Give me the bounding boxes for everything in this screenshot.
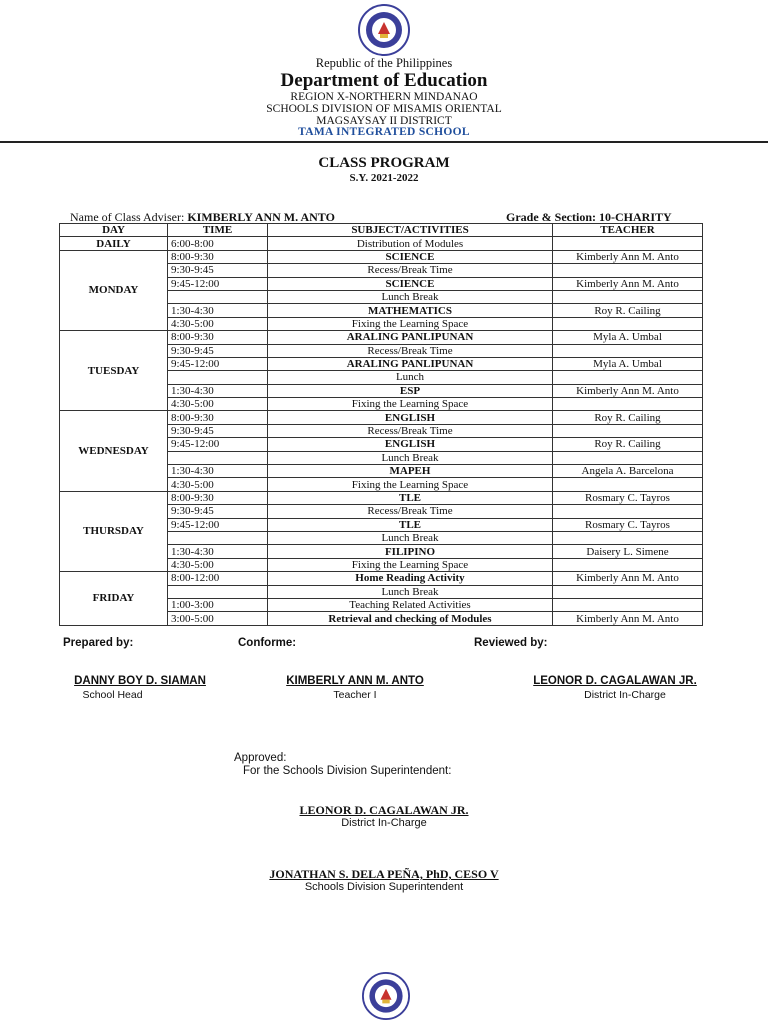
header-district: MAGSAYSAY II DISTRICT [316, 115, 452, 127]
day-cell: WEDNESDAY [60, 411, 168, 491]
header-divider [0, 141, 768, 143]
teacher-cell [553, 451, 703, 464]
column-header: SUBJECT/ACTIVITIES [268, 224, 553, 237]
grade-value: 10-CHARITY [598, 210, 672, 224]
time-cell [168, 371, 268, 384]
time-cell: 8:00-9:30 [168, 411, 268, 424]
teacher-cell: Rosmary C. Tayros [553, 518, 703, 531]
teacher-cell [553, 531, 703, 544]
approver2-position: Schools Division Superintendent [304, 881, 464, 893]
deped-seal-footer-icon [362, 972, 410, 1020]
teacher-cell [553, 344, 703, 357]
table-header-row [60, 224, 703, 237]
teacher-cell: Myla A. Umbal [553, 357, 703, 370]
subject-cell: Recess/Break Time [268, 505, 553, 518]
teacher-cell: Angela A. Barcelona [553, 465, 703, 478]
subject-cell: ESP [268, 384, 553, 397]
teacher-cell [553, 371, 703, 384]
day-cell: TUESDAY [60, 331, 168, 411]
time-cell: 8:00-9:30 [168, 250, 268, 263]
prepared-position: School Head [82, 689, 143, 701]
teacher-cell [553, 478, 703, 491]
prepared-label: Prepared by: [63, 637, 134, 649]
teacher-cell [553, 424, 703, 437]
time-cell: 1:30-4:30 [168, 304, 268, 317]
subject-cell: SCIENCE [268, 250, 553, 263]
header-region: REGION X-NORTHERN MINDANAO [290, 91, 478, 103]
day-cell: MONDAY [60, 250, 168, 330]
conforme-position: Teacher I [333, 689, 377, 701]
table-body [60, 237, 703, 625]
subject-cell: Fixing the Learning Space [268, 558, 553, 571]
deped-seal-icon [358, 4, 410, 56]
time-cell: 9:45-12:00 [168, 438, 268, 451]
time-cell: 4:30-5:00 [168, 558, 268, 571]
school-year: S.Y. 2021-2022 [349, 172, 419, 184]
table-row [60, 237, 703, 250]
time-cell: 9:30-9:45 [168, 344, 268, 357]
reviewed-label: Reviewed by: [474, 637, 548, 649]
time-cell: 9:45-12:00 [168, 357, 268, 370]
teacher-cell: Roy R. Cailing [553, 438, 703, 451]
time-cell: 1:30-4:30 [168, 384, 268, 397]
teacher-cell [553, 398, 703, 411]
teacher-cell [553, 585, 703, 598]
approver1-name: LEONOR D. CAGALAWAN JR. [299, 803, 469, 817]
time-cell: 6:00-8:00 [168, 237, 268, 250]
subject-cell: Lunch [268, 371, 553, 384]
subject-cell: Recess/Break Time [268, 424, 553, 437]
teacher-cell [553, 317, 703, 330]
teacher-cell [553, 598, 703, 611]
time-cell: 9:30-9:45 [168, 424, 268, 437]
approver2-name: JONATHAN S. DELA PEÑA, PhD, CESO V [269, 867, 499, 881]
time-cell: 9:30-9:45 [168, 264, 268, 277]
table-row [60, 250, 703, 263]
column-header: TIME [168, 224, 268, 237]
teacher-cell: Kimberly Ann M. Anto [553, 277, 703, 290]
for-superintendent-label: For the Schools Division Superintendent: [243, 765, 452, 777]
subject-cell: Distribution of Modules [268, 237, 553, 250]
approver1-position: District In-Charge [341, 817, 427, 829]
adviser-name: KIMBERLY ANN M. ANTO [187, 210, 335, 224]
time-cell: 1:00-3:00 [168, 598, 268, 611]
day-cell: FRIDAY [60, 572, 168, 626]
subject-cell: MAPEH [268, 465, 553, 478]
subject-cell: SCIENCE [268, 277, 553, 290]
teacher-cell: Daisery L. Simene [553, 545, 703, 558]
teacher-cell [553, 558, 703, 571]
time-cell: 8:00-9:30 [168, 331, 268, 344]
subject-cell: ENGLISH [268, 438, 553, 451]
subject-cell: Retrieval and checking of Modules [268, 612, 553, 625]
table-row [60, 572, 703, 585]
conforme-name: KIMBERLY ANN M. ANTO [286, 675, 424, 687]
header-school: TAMA INTEGRATED SCHOOL [298, 126, 470, 138]
subject-cell: Recess/Break Time [268, 264, 553, 277]
subject-cell: Lunch Break [268, 531, 553, 544]
subject-cell: TLE [268, 518, 553, 531]
prepared-name: DANNY BOY D. SIAMAN [74, 675, 206, 687]
time-cell: 4:30-5:00 [168, 398, 268, 411]
subject-cell: TLE [268, 491, 553, 504]
teacher-cell: Kimberly Ann M. Anto [553, 250, 703, 263]
teacher-cell: Kimberly Ann M. Anto [553, 384, 703, 397]
teacher-cell: Kimberly Ann M. Anto [553, 572, 703, 585]
class-program-table [59, 223, 703, 626]
time-cell: 8:00-9:30 [168, 491, 268, 504]
time-cell [168, 531, 268, 544]
subject-cell: ENGLISH [268, 411, 553, 424]
time-cell [168, 585, 268, 598]
table-row [60, 411, 703, 424]
adviser-label: Name of Class Adviser: [70, 210, 185, 224]
teacher-cell: Rosmary C. Tayros [553, 491, 703, 504]
subject-cell: Fixing the Learning Space [268, 398, 553, 411]
table-row [60, 331, 703, 344]
subject-cell: Teaching Related Activities [268, 598, 553, 611]
subject-cell: Lunch Break [268, 585, 553, 598]
subject-cell: ARALING PANLIPUNAN [268, 357, 553, 370]
time-cell: 9:45-12:00 [168, 277, 268, 290]
teacher-cell: Myla A. Umbal [553, 331, 703, 344]
header-republic: Republic of the Philippines [315, 56, 453, 70]
day-cell: DAILY [60, 237, 168, 250]
teacher-cell: Kimberly Ann M. Anto [553, 612, 703, 625]
time-cell: 8:00-12:00 [168, 572, 268, 585]
time-cell: 9:30-9:45 [168, 505, 268, 518]
reviewed-position: District In-Charge [584, 689, 666, 701]
time-cell: 1:30-4:30 [168, 465, 268, 478]
table-row [60, 491, 703, 504]
teacher-cell [553, 290, 703, 303]
header-department: Department of Education [280, 70, 488, 91]
time-cell: 4:30-5:00 [168, 478, 268, 491]
conforme-label: Conforme: [238, 637, 297, 649]
teacher-cell [553, 237, 703, 250]
teacher-cell: Roy R. Cailing [553, 411, 703, 424]
subject-cell: Home Reading Activity [268, 572, 553, 585]
header-division: SCHOOLS DIVISION OF MISAMIS ORIENTAL [266, 103, 502, 115]
subject-cell: Recess/Break Time [268, 344, 553, 357]
teacher-cell: Roy R. Cailing [553, 304, 703, 317]
column-header: TEACHER [553, 224, 703, 237]
time-cell [168, 290, 268, 303]
column-header: DAY [60, 224, 168, 237]
time-cell: 4:30-5:00 [168, 317, 268, 330]
subject-cell: Lunch Break [268, 451, 553, 464]
time-cell: 3:00-5:00 [168, 612, 268, 625]
reviewed-name: LEONOR D. CAGALAWAN JR. [533, 675, 697, 687]
subject-cell: FILIPINO [268, 545, 553, 558]
time-cell [168, 451, 268, 464]
subject-cell: Fixing the Learning Space [268, 478, 553, 491]
day-cell: THURSDAY [60, 491, 168, 571]
grade-label: Grade & Section: [506, 210, 596, 224]
subject-cell: ARALING PANLIPUNAN [268, 331, 553, 344]
subject-cell: Fixing the Learning Space [268, 317, 553, 330]
teacher-cell [553, 264, 703, 277]
subject-cell: MATHEMATICS [268, 304, 553, 317]
subject-cell: Lunch Break [268, 290, 553, 303]
teacher-cell [553, 505, 703, 518]
page-title: CLASS PROGRAM [318, 155, 450, 171]
time-cell: 9:45-12:00 [168, 518, 268, 531]
approved-label: Approved: [234, 752, 287, 764]
time-cell: 1:30-4:30 [168, 545, 268, 558]
